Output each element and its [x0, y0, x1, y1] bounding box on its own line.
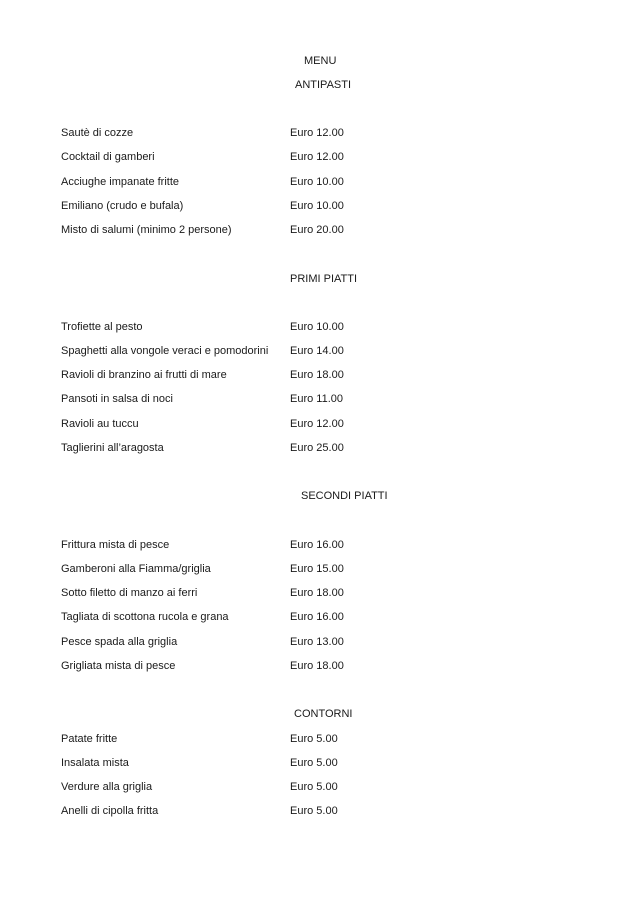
item-price: Euro 18.00 [290, 660, 344, 672]
menu-item [61, 635, 461, 649]
item-name: Gamberoni alla Fiamma/griglia [61, 563, 211, 575]
item-name: Ravioli di branzino ai frutti di mare [61, 369, 227, 381]
item-price: Euro 5.00 [290, 733, 338, 745]
menu-item [61, 538, 461, 552]
item-name: Ravioli au tuccu [61, 418, 139, 430]
menu-item [61, 126, 461, 140]
item-price: Euro 12.00 [290, 418, 344, 430]
item-price: Euro 16.00 [290, 611, 344, 623]
menu-item [61, 417, 461, 431]
item-name: Spaghetti alla vongole veraci e pomodorini [61, 345, 269, 357]
item-price: Euro 18.00 [290, 369, 344, 381]
item-price: Euro 10.00 [290, 176, 344, 188]
item-price: Euro 5.00 [290, 781, 338, 793]
item-name: Trofiette al pesto [61, 321, 143, 333]
item-price: Euro 11.00 [290, 393, 344, 405]
item-price: Euro 13.00 [290, 636, 344, 648]
section-heading-secondi-piatti: SECONDI PIATTI [301, 490, 388, 502]
menu-item [61, 659, 461, 673]
section-heading-contorni: CONTORNI [294, 708, 353, 720]
menu-item [61, 441, 461, 455]
item-name: Pesce spada alla griglia [61, 636, 178, 648]
item-price: Euro 5.00 [290, 757, 338, 769]
item-price: Euro 12.00 [290, 127, 344, 139]
menu-item [61, 562, 461, 576]
item-name: Sotto filetto di manzo ai ferri [61, 587, 198, 599]
item-name: Cocktail di gamberi [61, 151, 155, 163]
item-price: Euro 10.00 [290, 321, 344, 333]
section-heading-antipasti: ANTIPASTI [295, 79, 352, 91]
item-name: Patate fritte [61, 733, 118, 745]
section-heading-primi-piatti: PRIMI PIATTI [290, 273, 358, 285]
item-price: Euro 16.00 [290, 539, 344, 551]
menu-item [61, 199, 461, 213]
item-price: Euro 12.00 [290, 151, 344, 163]
item-name: Grigliata mista di pesce [61, 660, 176, 672]
menu-item [61, 223, 461, 237]
menu-item [61, 344, 461, 358]
item-price: Euro 20.00 [290, 224, 344, 236]
menu-item [61, 586, 461, 600]
item-name: Tagliata di scottona rucola e grana [61, 611, 229, 623]
menu-item [61, 780, 461, 794]
item-name: Anelli di cipolla fritta [61, 805, 159, 817]
menu-item [61, 368, 461, 382]
menu-title: MENU [304, 55, 337, 67]
item-name: Acciughe impanate fritte [61, 176, 180, 188]
item-price: Euro 10.00 [290, 200, 344, 212]
menu-item [61, 175, 461, 189]
menu-item [61, 392, 461, 406]
item-name: Taglierini all’aragosta [61, 442, 164, 454]
menu-item [61, 756, 461, 770]
item-name: Sautè di cozze [61, 127, 134, 139]
item-name: Misto di salumi (minimo 2 persone) [61, 224, 232, 236]
menu-item [61, 320, 461, 334]
item-price: Euro 5.00 [290, 805, 338, 817]
item-name: Emiliano (crudo e bufala) [61, 200, 184, 212]
item-price: Euro 18.00 [290, 587, 344, 599]
item-price: Euro 25.00 [290, 442, 344, 454]
item-name: Pansoti in salsa di noci [61, 393, 173, 405]
item-name: Frittura mista di pesce [61, 539, 170, 551]
menu-item [61, 610, 461, 624]
menu-item [61, 150, 461, 164]
item-price: Euro 15.00 [290, 563, 344, 575]
item-price: Euro 14.00 [290, 345, 344, 357]
menu-item [61, 804, 461, 818]
item-name: Verdure alla griglia [61, 781, 153, 793]
menu-item [61, 732, 461, 746]
item-name: Insalata mista [61, 757, 129, 769]
